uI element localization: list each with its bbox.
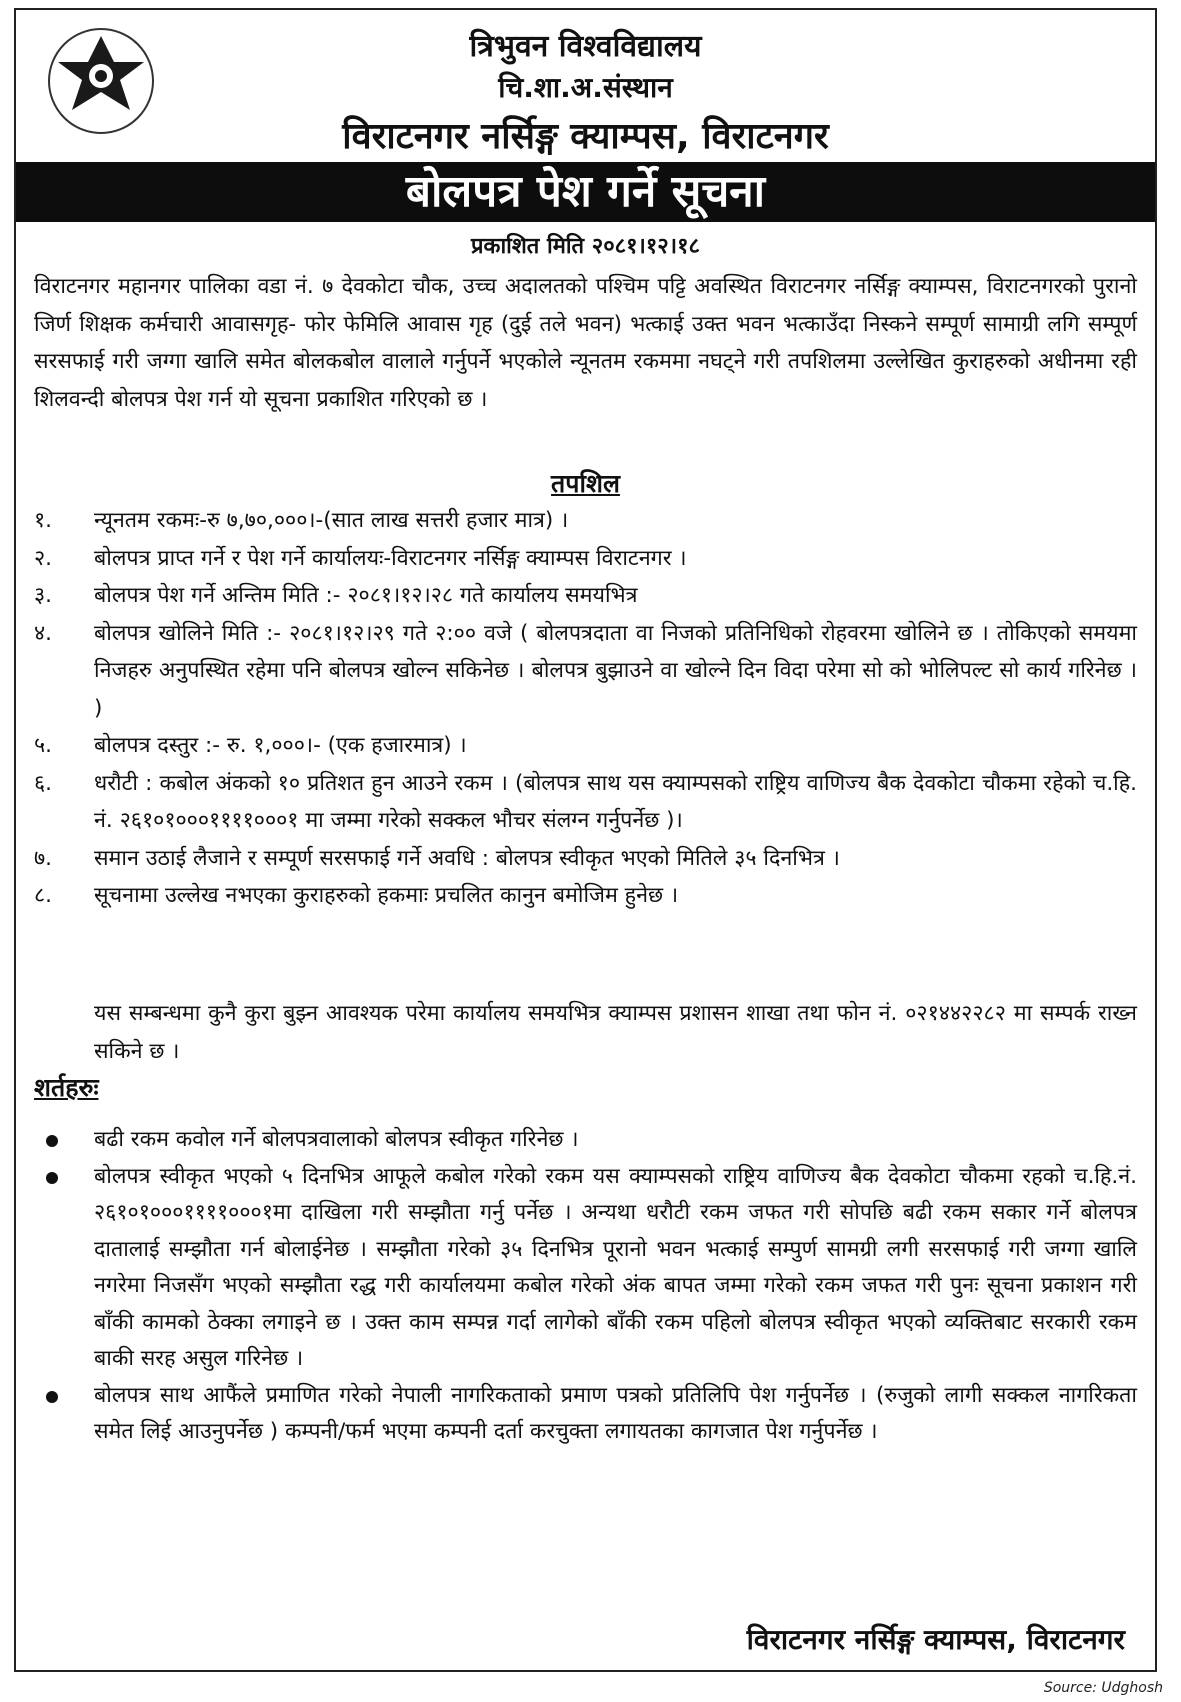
item-text: बोलपत्र पेश गर्ने अन्तिम मिति :- २०८१।१२।२८ गते कार्यालय समयभित्र bbox=[94, 583, 638, 608]
bullet-icon bbox=[46, 1172, 58, 1184]
source-credit: Source: Udghosh bbox=[1043, 1680, 1163, 1696]
list-item bbox=[34, 765, 1137, 840]
condition-text: बोलपत्र साथ आफैंले प्रमाणित गरेको नेपाली नागरिकताको प्रमाण पत्रको प्रतिलिपि पेश गर्नुपर्नेछ । (रुजुको लागी सक्कल नागरिकता समेत लिई आउनुपर्नेछ ) कम्पनी/फर्म भएमा कम्पनी दर्ता करचुक्ता लगायतका कागजात पेश गर्नुपर्नेछ । bbox=[94, 1382, 1137, 1444]
item-number: ४. bbox=[34, 620, 53, 646]
list-item bbox=[34, 840, 1137, 878]
item-number: ५. bbox=[34, 733, 53, 758]
condition-text: बढी रकम कवोल गर्ने बोलपत्रवालाको बोलपत्र स्वीकृत गरिनेछ । bbox=[94, 1127, 579, 1152]
list-item bbox=[34, 615, 1137, 728]
condition-item bbox=[34, 1122, 1137, 1159]
item-text: बोलपत्र प्राप्त गर्ने र पेश गर्ने कार्यालयः-विराटनगर नर्सिङ्ग क्याम्पस विराटनगर । bbox=[94, 545, 687, 571]
campus-name: विराटनगर नर्सिङ्ग क्याम्पस, विराटनगर bbox=[342, 116, 829, 157]
notice-frame bbox=[14, 8, 1157, 1672]
item-number: ७. bbox=[34, 845, 53, 871]
item-number: २. bbox=[34, 545, 53, 571]
intro-paragraph: विराटनगर महानगर पालिका वडा नं. ७ देवकोटा चौक, उच्च अदालतको पश्चिम पट्टि अवस्थित विराटनगर नर्सिङ्ग क्याम्पस, विराटनगरको पुरानो जिर्ण शिक्षक कर्मचारी आवासगृह- फोर फेमिलि आवास गृह (दुई तले भवन) भत्काई उक्त भवन भत्काउँदा निस्कने सम्पूर्ण सामाग्री लगि सम्पूर्ण सरसफाई गरी जग्गा खालि समेत बोलकबोल वालाले गर्नुपर्ने भएकोले न्यूनतम रकममा नघट्ने गरी तपशिलमा उल्लेखित कुराहरुको अधीनमा रही शिलवन्दी बोलपत्र पेश गर्न यो सूचना प्रकाशित गरिएको छ । bbox=[34, 274, 1137, 412]
item-text: सूचनामा उल्लेख नभएका कुराहरुको हकमाः प्रचलित कानुन बमोजिम हुनेछ । bbox=[94, 883, 679, 908]
condition-item bbox=[34, 1159, 1137, 1378]
list-item bbox=[34, 502, 1137, 540]
condition-item bbox=[34, 1378, 1137, 1451]
notice-header bbox=[16, 10, 1155, 157]
list-item bbox=[34, 577, 1137, 615]
list-item bbox=[34, 727, 1137, 765]
list-item bbox=[34, 877, 1137, 915]
university-name: त्रिभुवन विश्वविद्यालय bbox=[469, 29, 702, 64]
list-item bbox=[34, 540, 1137, 578]
item-text: बोलपत्र खोलिने मिति :- २०८१।१२।२९ गते २:०० वजे ( बोलपत्रदाता वा निजको प्रतिनिधिको रोहवरमा खोलिने छ । तोकिएको समयमा निजहरु अनुपस्थित रहेमा पनि बोलपत्र खोल्न सकिनेछ । बोलपत्र बुझाउने वा खोल्ने दिन विदा परेमा सो को भोलिपल्ट सो कार्य गरिनेछ । ) bbox=[94, 620, 1137, 721]
item-number: १. bbox=[34, 508, 53, 533]
notice-title-banner: बोलपत्र पेश गर्ने सूचना bbox=[16, 162, 1155, 222]
contact-note: यस सम्बन्धमा कुनै कुरा बुझ्न आवश्यक परेमा कार्यालय समयभित्र क्याम्पस प्रशासन शाखा तथा फोन नं. ०२१४४२२८२ मा सम्पर्क राख्न सकिने छ । bbox=[94, 1001, 1137, 1064]
published-date: प्रकाशित मिति २०८१।१२।१८ bbox=[471, 234, 700, 259]
bullet-icon bbox=[46, 1135, 58, 1147]
tapashil-heading: तपशिल bbox=[551, 469, 620, 498]
signature-line: विराटनगर नर्सिङ्ग क्याम्पस, विराटनगर bbox=[746, 1623, 1125, 1656]
details-list bbox=[34, 502, 1137, 915]
conditions-list bbox=[34, 1122, 1137, 1451]
institute-name: चि.शा.अ.संस्थान bbox=[498, 71, 673, 104]
item-number: ६. bbox=[34, 770, 53, 796]
item-number: ८. bbox=[34, 883, 53, 908]
item-text: समान उठाई लैजाने र सम्पूर्ण सरसफाई गर्ने अवधि : बोलपत्र स्वीकृत भएको मितिले ३५ दिनभित्र । bbox=[94, 845, 840, 871]
bullet-icon bbox=[46, 1391, 58, 1403]
item-text: धरौटी : कबोल अंकको १० प्रतिशत हुन आउने रकम । (बोलपत्र साथ यस क्याम्पसको राष्ट्रिय वाणिज्य बैक देवकोटा चौकमा रहेको च.हि. नं. २६१०१०००११११०००१ मा जम्मा गरेको सक्कल भौचर संलग्न गर्नुपर्नेछ )। bbox=[94, 770, 1137, 833]
condition-text: बोलपत्र स्वीकृत भएको ५ दिनभित्र आफूले कबोल गरेको रकम यस क्याम्पसको राष्ट्रिय वाणिज्य बैक देवकोटा चौकमा रहको च.हि.नं. २६१०१०००११११०००१मा दाखिला गरी सम्झौता गर्नु पर्नेछ । अन्यथा धरौटी रकम जफत गरी सोपछि बढी रकम सकार गर्ने बोलपत्र दातालाई सम्झौता गर्न बोलाईनेछ । सम्झौता गरेको ३५ दिनभित्र पूरानो भवन भत्काई सम्पुर्ण सामग्री लगी सरसफाई गरी जग्गा खालि नगरेमा निजसँग भएको सम्झौता रद्ध गरी कार्यालयमा कबोल गरेको अंक बापत जम्मा गरेको रकम जफत गरी पुनः सूचना प्रकाशन गरी बाँकी कामको ठेक्का लगाइने छ । उक्त काम सम्पन्न गर्दा लागेको बाँकी रकम पहिलो बोलपत्र स्वीकृत भएको व्यक्तिबाट सरकारी रकम बाकी सरह असुल गरिनेछ । bbox=[94, 1163, 1137, 1371]
item-number: ३. bbox=[34, 583, 53, 608]
item-text: न्यूनतम रकमः-रु ७,७०,०००।-(सात लाख सत्तरी हजार मात्र) । bbox=[94, 508, 569, 533]
item-text: बोलपत्र दस्तुर :- रु. १,०००।- (एक हजारमात्र) । bbox=[94, 733, 467, 758]
conditions-heading: शर्तहरुः bbox=[34, 1073, 99, 1102]
